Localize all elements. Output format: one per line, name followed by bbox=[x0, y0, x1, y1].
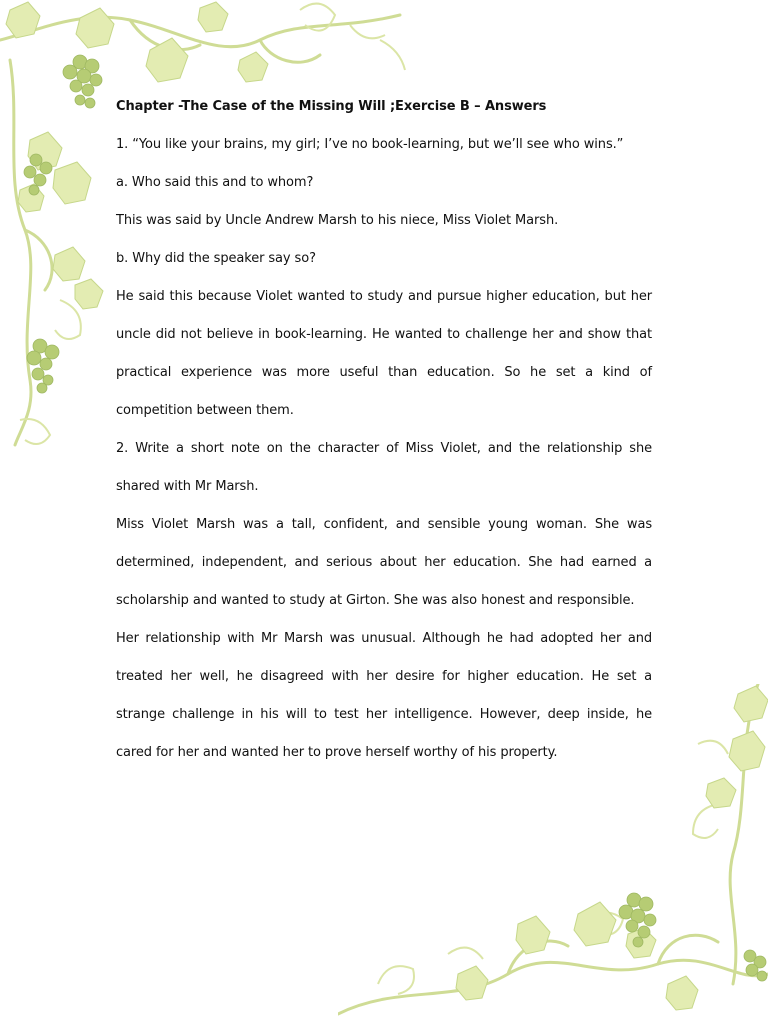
answer-2-paragraph-1: Miss Violet Marsh was a tall, confident, and sensible young woman. She was determined, independent, and serious about her education. She had earned a scholarship and wanted to study at Girton. She was also honest and responsible. bbox=[116, 517, 652, 608]
question-2: 2. Write a short note on the character of Miss Violet, and the relationship she shared with Mr Marsh. bbox=[116, 441, 652, 494]
document-content bbox=[116, 97, 652, 772]
document-title: Chapter -The Case of the Missing Will ;Exercise B – Answers bbox=[116, 99, 547, 114]
answer-2-paragraph-2: Her relationship with Mr Marsh was unusual. Although he had adopted her and treated her well, he disagreed with her desire for higher education. He set a strange challenge in his will to test her intelligence. However, deep inside, he cared for her and wanted her to prove herself worthy of his property. bbox=[116, 631, 652, 760]
question-1: 1. “You like your brains, my girl; I’ve no book-learning, but we’ll see who wins.” bbox=[116, 137, 624, 152]
answer-1b: He said this because Violet wanted to study and pursue higher education, but her uncle did not believe in book-learning. He wanted to challenge her and show that practical experience was more useful than education. So he set a kind of competition between them. bbox=[116, 289, 652, 418]
question-1a: a. Who said this and to whom? bbox=[116, 175, 314, 190]
answer-1a: This was said by Uncle Andrew Marsh to his niece, Miss Violet Marsh. bbox=[116, 213, 559, 228]
question-1b: b. Why did the speaker say so? bbox=[116, 251, 316, 266]
